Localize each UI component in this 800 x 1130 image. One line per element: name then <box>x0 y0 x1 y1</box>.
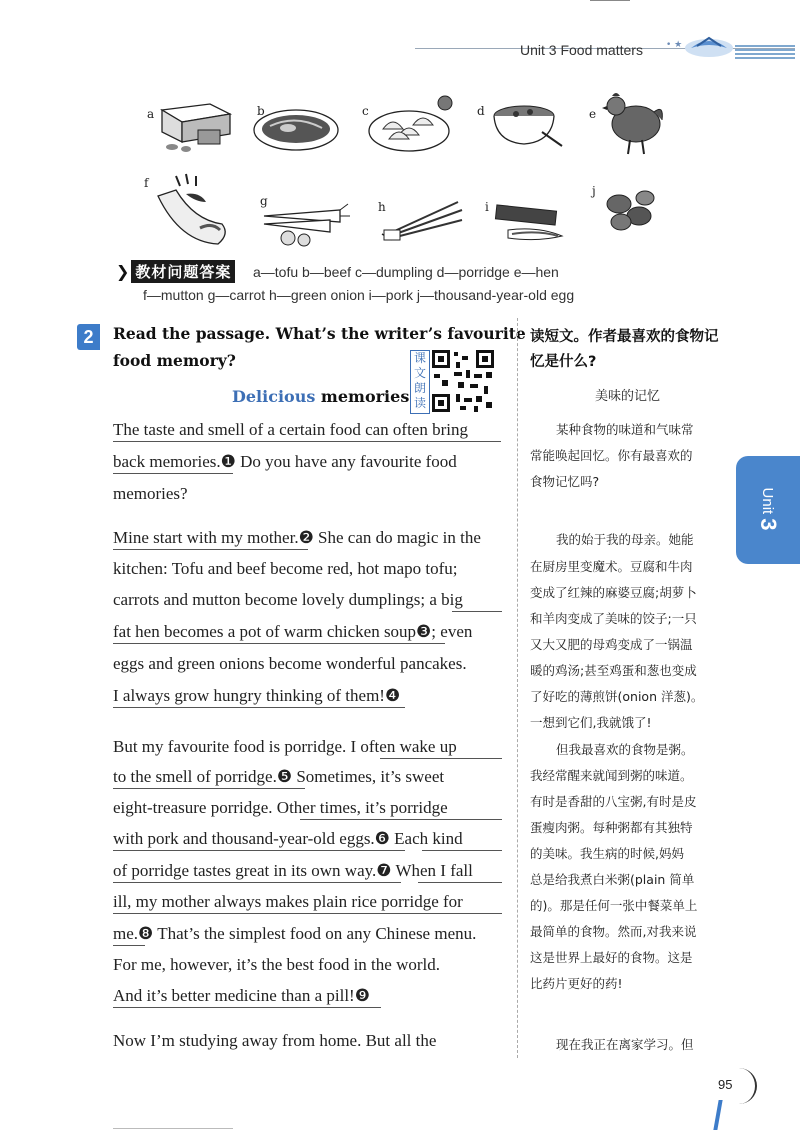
cn-line-20: 这是世界上最好的食物。这是 <box>530 950 693 965</box>
passage-line-15: ill, my mother always makes plain rice porridge for <box>113 892 463 911</box>
passage-line-14: of porridge tastes great in its own way.❼ When I fall <box>113 861 473 880</box>
cn-line-1: 某种食物的味道和气味常 <box>556 422 694 437</box>
dumpling-icon <box>365 95 460 155</box>
underline <box>113 913 502 914</box>
passage-line-18: And it’s better medicine than a pill!❾ <box>113 986 370 1005</box>
cn-line-7: 和羊肉变成了美味的饺子;一只 <box>530 611 697 626</box>
passage-line-10: But my favourite food is porridge. I often wake up <box>113 737 457 756</box>
cn-line-15: 蛋瘦肉粥。每种粥都有其独特 <box>530 820 693 835</box>
underline <box>300 819 502 820</box>
picture-label-g: g <box>260 194 268 208</box>
qr-code-icon[interactable] <box>430 348 496 414</box>
answer-tag <box>116 260 235 282</box>
cn-line-13: 我经常醒来就闻到粥的味道。 <box>530 768 693 783</box>
cn-line-4: 我的始于我的母亲。她能 <box>556 532 694 547</box>
passage-line-16: me.❽ That’s the simplest food on any Chinese menu. <box>113 924 477 943</box>
mutton-icon <box>150 172 240 252</box>
passage-line-11: to the smell of porridge.❺ Sometimes, it’s sweet <box>113 767 445 786</box>
top-rule <box>590 0 630 1</box>
underline <box>452 611 502 612</box>
column-divider <box>517 318 519 1058</box>
picture-label-j: j <box>592 184 596 198</box>
passage-title-highlight: Delicious <box>232 387 316 406</box>
cn-line-2: 常能唤起回忆。你有最喜欢的 <box>530 448 693 463</box>
cn-question-line-1: 读短文。作者最喜欢的食物记 <box>530 329 719 345</box>
egg-icon <box>595 186 665 236</box>
unit-side-tab-label <box>733 489 800 529</box>
pork-icon <box>488 200 570 250</box>
passage-title-rest: memories <box>315 387 410 406</box>
answer-line-1: a—tofu b—beef c—dumpling d—porridge e—hen <box>253 264 559 280</box>
picture-label-c: c <box>362 104 369 118</box>
cn-line-11: 一想到它们,我就饿了! <box>530 715 652 730</box>
cn-line-10: 了好吃的薄煎饼(onion 洋葱)。 <box>530 689 704 704</box>
star-icon: • ★ <box>666 40 683 50</box>
cn-line-18: 的)。那是任何一张中餐菜单上 <box>530 898 698 913</box>
beef-icon <box>250 100 345 155</box>
passage-line-1: The taste and smell of a certain food can often bring <box>113 420 468 439</box>
passage-line-13: with pork and thousand-year-old eggs.❻ Each kind <box>113 829 463 848</box>
cn-line-17: 总是给我煮白米粥(plain 简单 <box>530 872 695 887</box>
picture-label-i: i <box>485 200 489 214</box>
section-number: 2 <box>77 324 100 350</box>
underline <box>113 441 501 442</box>
underline <box>113 473 233 474</box>
passage-line-7: fat hen becomes a pot of warm chicken soup❸; even <box>113 622 473 641</box>
cn-line-3: 食物记忆吗? <box>530 474 600 489</box>
passage-line-5: kitchen: Tofu and beef become red, hot mapo tofu; <box>113 559 458 578</box>
page-number: 95 <box>718 1077 733 1092</box>
cn-line-6: 变成了红辣的麻婆豆腐;胡萝卜 <box>530 585 697 600</box>
passage-line-6: carrots and mutton become lovely dumplings; a big <box>113 590 463 609</box>
answer-line-2: f—mutton g—carrot h—green onion i—pork j—thousand-year-old egg <box>143 287 575 303</box>
cn-line-16: 的美味。我生病的时候,妈妈 <box>530 846 684 861</box>
page-number-curve <box>733 1068 757 1104</box>
qr-label: 课文朗读 <box>410 350 430 414</box>
passage-line-12: eight-treasure porridge. Other times, it’s porridge <box>113 798 448 817</box>
cn-line-21: 比药片更好的药! <box>530 976 623 991</box>
header-stripes <box>735 45 795 59</box>
passage-line-17: For me, however, it’s the best food in the world. <box>113 955 440 974</box>
hen-icon <box>598 86 668 158</box>
cn-line-8: 又大又肥的母鸡变成了一锅温 <box>530 637 693 652</box>
underline <box>113 945 145 946</box>
passage-line-2: back memories.❶ Do you have any favourite food <box>113 452 457 471</box>
underline <box>113 882 401 883</box>
underline <box>113 1007 381 1008</box>
cn-line-19: 最简单的食物。然而,对我来说 <box>530 924 697 939</box>
question-line-2: food memory? <box>113 351 236 370</box>
green-onion-icon <box>378 196 468 246</box>
tofu-icon <box>150 100 240 155</box>
underline <box>422 850 502 851</box>
picture-label-e: e <box>589 107 597 121</box>
cn-line-12: 但我最喜欢的食物是粥。 <box>556 742 694 757</box>
underline <box>113 549 308 550</box>
bottom-rule <box>113 1128 233 1129</box>
cn-title: 美味的记忆 <box>595 389 661 404</box>
underline <box>418 882 502 883</box>
cn-line-14: 有时是香甜的八宝粥,有时是皮 <box>530 794 697 809</box>
book-logo-icon <box>683 32 735 58</box>
carrot-icon <box>250 200 350 250</box>
unit-title: Unit 3 Food matters <box>520 42 643 58</box>
picture-label-h: h <box>378 200 386 214</box>
cn-question-line-2: 忆是什么? <box>530 354 597 370</box>
underline <box>113 643 445 644</box>
underline <box>113 788 305 789</box>
passage-line-19: Now I’m studying away from home. But all the <box>113 1031 437 1050</box>
cn-line-9: 暖的鸡汤;甚至鸡蛋和葱也变成 <box>530 663 697 678</box>
answer-tag-title: 教材问题答案 <box>131 260 235 283</box>
page-number-bar <box>713 1100 722 1130</box>
underline <box>380 758 502 759</box>
side-tab-unit: Unit <box>759 487 777 515</box>
passage-line-4: Mine start with my mother.❷ She can do magic in the <box>113 528 481 547</box>
question-line-1: Read the passage. What’s the writer’s favourite <box>113 324 526 343</box>
picture-label-f: f <box>144 176 149 190</box>
passage-title <box>232 387 409 406</box>
cn-line-22: 现在我正在离家学习。但 <box>556 1037 694 1052</box>
underline <box>113 850 405 851</box>
side-tab-number: 3 <box>756 518 781 531</box>
passage-line-9: I always grow hungry thinking of them!❹ <box>113 686 401 705</box>
cn-line-5: 在厨房里变魔术。豆腐和牛肉 <box>530 559 693 574</box>
picture-label-b: b <box>257 104 265 118</box>
chevron-right-icon: ❯ <box>116 261 130 281</box>
picture-label-d: d <box>477 104 485 118</box>
underline <box>113 707 405 708</box>
picture-label-a: a <box>147 107 155 121</box>
porridge-icon <box>482 96 567 158</box>
passage-line-8: eggs and green onions become wonderful pancakes. <box>113 654 467 673</box>
passage-line-3: memories? <box>113 484 188 503</box>
